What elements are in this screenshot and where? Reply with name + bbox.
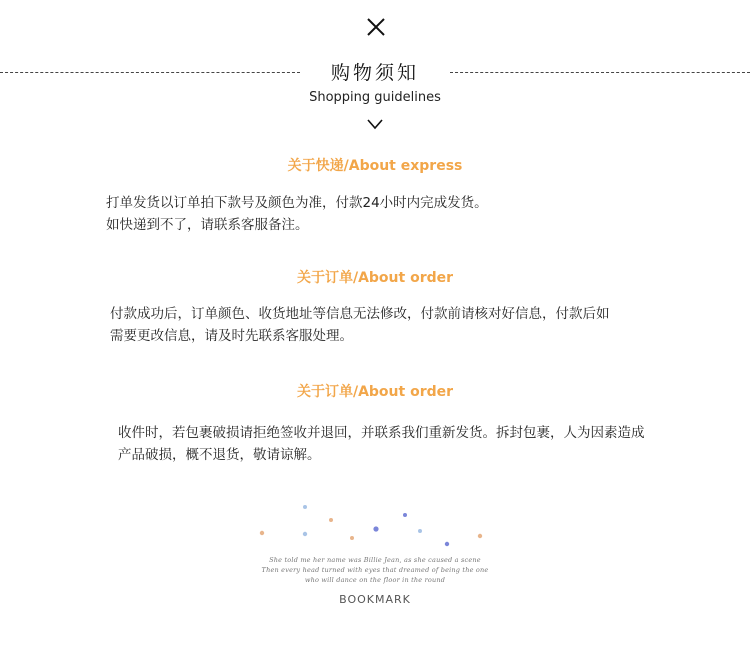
dot <box>329 518 333 522</box>
dot <box>260 531 264 535</box>
divider-left <box>0 72 300 73</box>
body-line: 需要更改信息，请及时先联系客服处理。 <box>110 328 353 344</box>
bookmark-label: BOOKMARK <box>339 593 411 606</box>
chevron-down-icon <box>365 117 385 131</box>
section-heading-express: 关于快递/About express <box>287 158 463 174</box>
divider-right <box>450 72 750 73</box>
dot <box>303 505 307 509</box>
section-body-receipt <box>118 422 645 466</box>
dot <box>445 542 449 546</box>
section-body-order <box>110 303 610 347</box>
body-line: 产品破损，概不退货，敬请谅解。 <box>118 447 321 463</box>
section-body-express <box>106 192 488 236</box>
dot <box>350 536 354 540</box>
dot <box>373 526 378 531</box>
section-heading-order: 关于订单/About order <box>296 270 454 286</box>
body-line: 收件时，若包裹破损请拒绝签收并退回，并联系我们重新发货。拆封包裹，人为因素造成 <box>118 425 645 441</box>
page-subtitle: Shopping guidelines <box>309 90 441 105</box>
body-line: 付款成功后，订单颜色、收货地址等信息无法修改，付款前请核对好信息，付款后如 <box>110 306 610 322</box>
dot <box>303 532 307 536</box>
body-line: 打单发货以订单拍下款号及颜色为准，付款24小时内完成发货。 <box>106 195 488 211</box>
script-text-line: who will dance on the floor in the round <box>304 576 446 584</box>
dot <box>478 534 482 538</box>
close-icon[interactable] <box>365 16 387 38</box>
script-text-line: She told me her name was Billie Jean, as she caused a scene <box>269 556 481 564</box>
body-line: 如快递到不了，请联系客服备注。 <box>106 217 309 233</box>
page-title: 购物须知 <box>330 62 419 84</box>
script-text-line: Then every head turned with eyes that dreamed of being the one <box>261 566 489 574</box>
section-heading-receipt: 关于订单/About order <box>296 384 454 400</box>
dot <box>418 529 422 533</box>
dot <box>403 513 407 517</box>
